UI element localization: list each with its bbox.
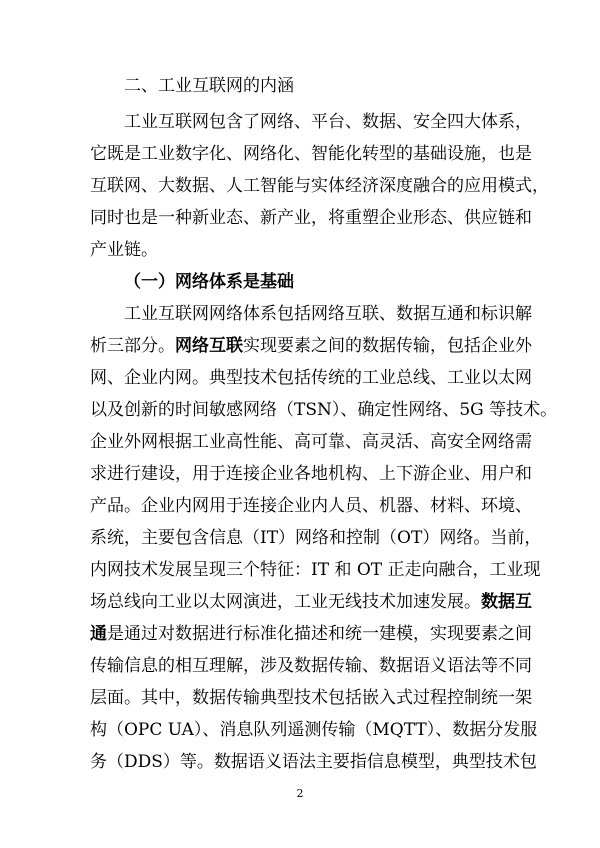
body-line-14: 构（OPC UA）、消息队列遥测传输（MQTT）、数据分发服 xyxy=(90,720,538,740)
body-line-6: 求进行建设，用于连接企业各地机构、上下游企业、用户和 xyxy=(90,464,532,484)
body-line-7: 产品。企业内网用于连接企业内人员、机器、材料、环境、 xyxy=(90,496,532,516)
body-line-9: 内网技术发展呈现三个特征：IT 和 OT 正走向融合，工业现 xyxy=(90,560,541,580)
intro-line-2: 它既是工业数字化、网络化、智能化转型的基础设施，也是 xyxy=(90,144,532,164)
body-line-15: 务（DDS）等。数据语义语法主要指信息模型，典型技术包 xyxy=(90,752,537,772)
body-line-5: 企业外网根据工业高性能、高可靠、高灵活、高安全网络需 xyxy=(90,432,532,452)
body-line-2-pre: 析三部分。 xyxy=(90,336,175,356)
body-line-2-post: 实现要素之间的数据传输，包括企业外 xyxy=(243,336,532,356)
body-line-12: 传输信息的相互理解，涉及数据传输、数据语义语法等不同 xyxy=(90,656,532,676)
term-network-interconnection: 网络互联 xyxy=(175,336,243,356)
intro-line-3: 互联网、大数据、人工智能与实体经济深度融合的应用模式， xyxy=(90,176,549,196)
body-line-10-pre: 场总线向工业以太网演进，工业无线技术加速发展。 xyxy=(90,592,481,612)
page-number: 2 xyxy=(296,787,304,800)
body-line-1: 工业互联网网络体系包括网络互联、数据互通和标识解 xyxy=(124,304,532,324)
intro-line-1: 工业互联网包含了网络、平台、数据、安全四大体系， xyxy=(124,112,532,132)
body-line-10 xyxy=(90,591,532,613)
body-line-8: 系统，主要包含信息（IT）网络和控制（OT）网络。当前， xyxy=(90,528,542,548)
intro-line-4: 同时也是一种新业态、新产业，将重塑企业形态、供应链和 xyxy=(90,208,532,228)
body-line-3: 网、企业内网。典型技术包括传统的工业总线、工业以太网 xyxy=(90,368,532,388)
term-data-interoperability-part2: 通 xyxy=(90,624,107,644)
subheading-network-system: （一）网络体系是基础 xyxy=(124,272,294,292)
body-line-2 xyxy=(90,335,532,357)
body-line-13: 层面。其中，数据传输典型技术包括嵌入式过程控制统一架 xyxy=(90,688,532,708)
body-line-4: 以及创新的时间敏感网络（TSN）、确定性网络、5G 等技术。 xyxy=(90,400,558,420)
body-line-11-post: 是通过对数据进行标准化描述和统一建模，实现要素之间 xyxy=(107,624,532,644)
intro-line-5: 产业链。 xyxy=(90,240,158,260)
section-heading: 二、工业互联网的内涵 xyxy=(124,76,294,96)
term-data-interoperability-part1: 数据互 xyxy=(481,592,532,612)
body-line-11 xyxy=(90,623,532,645)
